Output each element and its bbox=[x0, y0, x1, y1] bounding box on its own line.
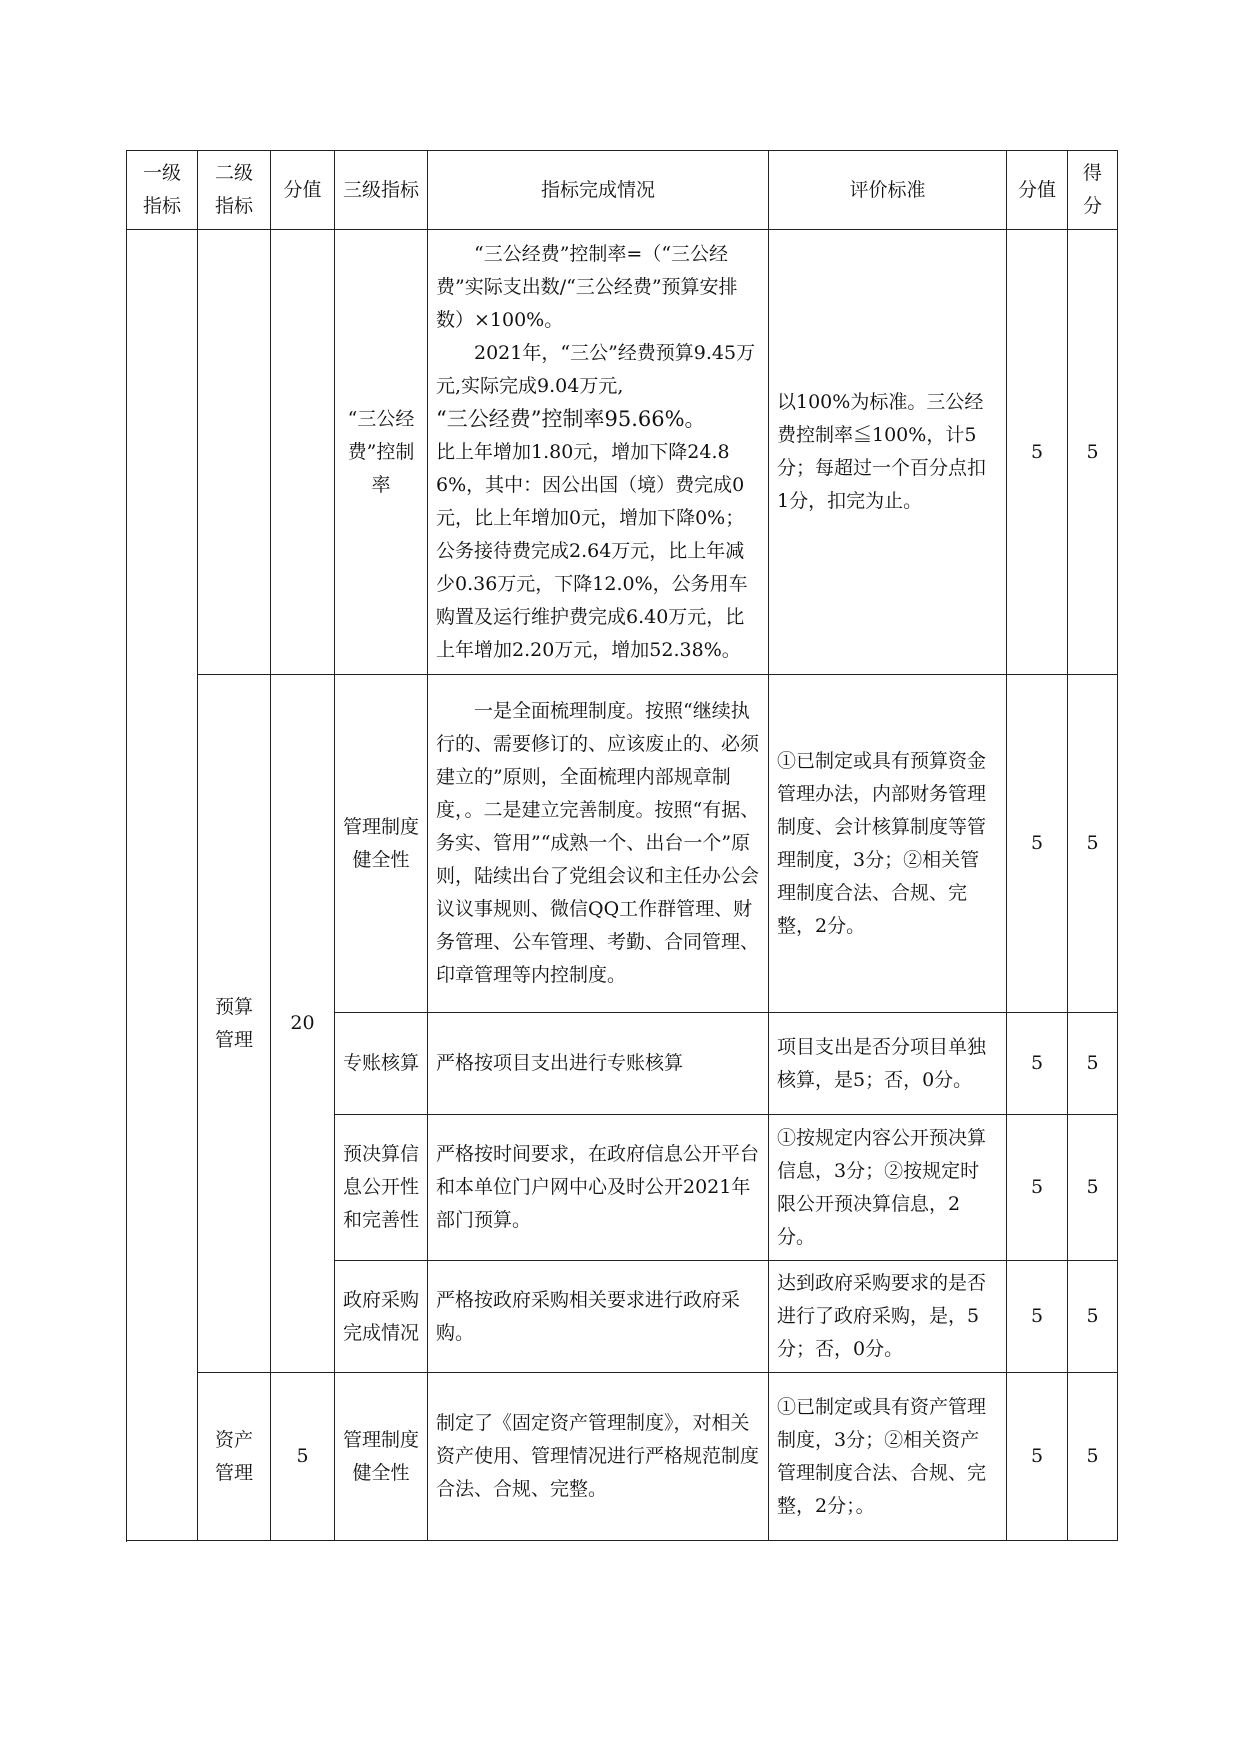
score-cell: 5 bbox=[1007, 675, 1068, 1013]
header-level1: 一级指标 bbox=[127, 151, 198, 230]
table-row bbox=[127, 675, 1118, 1013]
got-cell: 5 bbox=[1068, 1115, 1118, 1261]
score-cell: 5 bbox=[1007, 1013, 1068, 1115]
header-level2: 二级指标 bbox=[198, 151, 271, 230]
level2-cell: 预算管理 bbox=[198, 675, 271, 1373]
table-row bbox=[127, 1373, 1118, 1541]
level2-score-cell: 5 bbox=[271, 1373, 335, 1541]
level3-cell: 管理制度健全性 bbox=[335, 675, 428, 1013]
table-header-row bbox=[127, 151, 1118, 230]
completion-paragraph: 2021年，“三公”经费预算9.45万元,实际完成9.04万元, bbox=[436, 341, 756, 397]
level2-cell-empty bbox=[198, 230, 271, 675]
score-cell: 5 bbox=[1007, 1115, 1068, 1261]
completion-cell: 严格按项目支出进行专账核算 bbox=[428, 1013, 769, 1115]
header-level3: 三级指标 bbox=[335, 151, 428, 230]
header-score: 分值 bbox=[271, 151, 335, 230]
completion-paragraph: “三公经费”控制率95.66%。 bbox=[436, 406, 706, 431]
header-got: 得分 bbox=[1068, 151, 1118, 230]
level2-score-cell-empty bbox=[271, 230, 335, 675]
level3-cell: “三公经费”控制率 bbox=[335, 230, 428, 675]
level2-cell: 资产管理 bbox=[198, 1373, 271, 1541]
header-score2: 分值 bbox=[1007, 151, 1068, 230]
level3-cell: 预决算信息公开性和完善性 bbox=[335, 1115, 428, 1261]
got-cell: 5 bbox=[1068, 1373, 1118, 1541]
table-row bbox=[127, 230, 1118, 675]
criteria-cell: ①已制定或具有资产管理制度，3分；②相关资产管理制度合法、合规、完整，2分；。 bbox=[769, 1373, 1007, 1541]
evaluation-table bbox=[126, 150, 1118, 1541]
completion-cell: 制定了《固定资产管理制度》，对相关资产使用、管理情况进行严格规范制度合法、合规、完整。 bbox=[428, 1373, 769, 1541]
got-cell: 5 bbox=[1068, 1013, 1118, 1115]
completion-paragraph: “三公经费”控制率=（“三公经费”实际支出数/“三公经费”预算安排数）×100%。 bbox=[436, 242, 738, 331]
level3-cell: 管理制度健全性 bbox=[335, 1373, 428, 1541]
got-cell: 5 bbox=[1068, 675, 1118, 1013]
header-completion: 指标完成情况 bbox=[428, 151, 769, 230]
score-cell: 5 bbox=[1007, 230, 1068, 675]
criteria-cell: 项目支出是否分项目单独核算，是5；否，0分。 bbox=[769, 1013, 1007, 1115]
completion-paragraph: 比上年增加1.80元，增加下降24.86%，其中：因公出国（境）费完成0元，比上年增加0元，增加下降0%；公务接待费完成2.64万元，比上年减少0.36万元，下降12.0%，公务用车购置及运行维护费完成6.40万元，比上年增加2.20万元，增加52.38%。 bbox=[436, 440, 748, 661]
header-criteria: 评价标准 bbox=[769, 151, 1007, 230]
completion-cell: 严格按时间要求，在政府信息公开平台和本单位门户网中心及时公开2021年部门预算。 bbox=[428, 1115, 769, 1261]
criteria-cell: 以100%为标准。三公经费控制率≦100%，计5分；每超过一个百分点扣1分，扣完为止。 bbox=[769, 230, 1007, 675]
completion-cell: 一是全面梳理制度。按照“继续执行的、需要修订的、应该废止的、必须建立的”原则，全面梳理内部规章制度，。二是建立完善制度。按照“有据、务实、管用”“成熟一个、出台一个”原则，陆续出台了党组会议和主任办公会议议事规则、微信QQ工作群管理、财务管理、公车管理、考勤、合同管理、印章管理等内控制度。 bbox=[428, 675, 769, 1013]
level1-cell bbox=[127, 230, 198, 1541]
score-cell: 5 bbox=[1007, 1261, 1068, 1373]
score-cell: 5 bbox=[1007, 1373, 1068, 1541]
criteria-cell: ①已制定或具有预算资金管理办法，内部财务管理制度、会计核算制度等管理制度，3分；②相关管理制度合法、合规、完整，2分。 bbox=[769, 675, 1007, 1013]
got-cell: 5 bbox=[1068, 1261, 1118, 1373]
criteria-cell: ①按规定内容公开预决算信息，3分；②按规定时限公开预决算信息，2分。 bbox=[769, 1115, 1007, 1261]
criteria-cell: 达到政府采购要求的是否进行了政府采购，是，5分；否，0分。 bbox=[769, 1261, 1007, 1373]
completion-cell bbox=[428, 230, 769, 675]
completion-cell: 严格按政府采购相关要求进行政府采购。 bbox=[428, 1261, 769, 1373]
got-cell: 5 bbox=[1068, 230, 1118, 675]
level3-cell: 政府采购完成情况 bbox=[335, 1261, 428, 1373]
level2-score-cell: 20 bbox=[271, 675, 335, 1373]
level3-cell: 专账核算 bbox=[335, 1013, 428, 1115]
